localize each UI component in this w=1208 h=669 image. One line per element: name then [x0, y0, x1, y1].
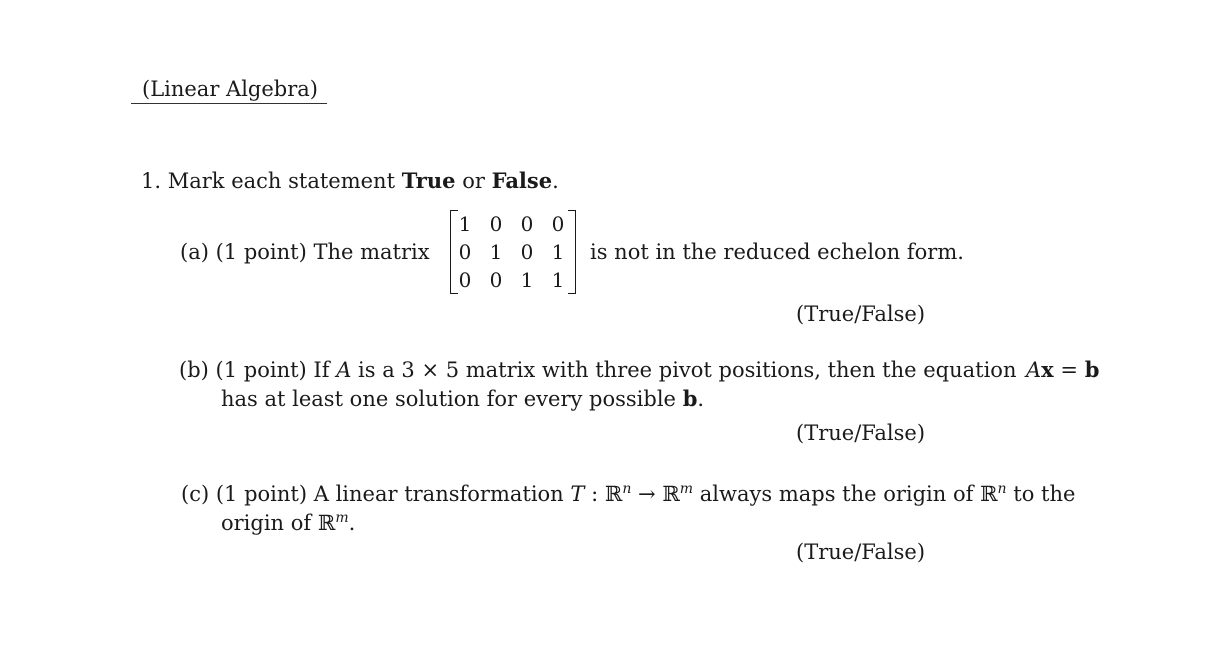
- part-c-line2-end: .: [348, 511, 356, 535]
- part-c-points: (1 point): [215, 482, 308, 506]
- part-b-line1-mid: is a 3 × 5 matrix with three pivot positions, then the equation: [358, 358, 1017, 382]
- matrix-cell: 1: [458, 212, 472, 236]
- eq-A: A: [1026, 358, 1042, 382]
- matrix-cell: 0: [489, 212, 503, 236]
- part-b-points: (1 point): [215, 358, 307, 382]
- part-c-Rn: ℝ: [604, 482, 623, 506]
- part-a-answer-prompt: (True/False): [796, 302, 926, 326]
- eq-x: x: [1041, 357, 1054, 382]
- part-b-equation: [1026, 357, 1099, 383]
- intro-false: False: [491, 168, 553, 193]
- matrix-cell: 1: [520, 268, 534, 292]
- part-c-line1-end: to the: [1013, 482, 1076, 506]
- part-b-if: If: [313, 358, 330, 382]
- matrix-cell: 1: [551, 240, 565, 264]
- part-b-answer-prompt: (True/False): [796, 421, 926, 445]
- part-c-label: (c): [181, 482, 210, 506]
- part-c-line2-prefix: origin of: [221, 511, 312, 535]
- part-a-matrix: [450, 210, 576, 294]
- part-b-line-2: [221, 386, 704, 412]
- part-a-points: (1 point): [215, 240, 307, 264]
- eq-equals: =: [1060, 358, 1078, 382]
- matrix-right-bracket: [568, 210, 576, 294]
- part-c-line1-prefix: A linear transformation: [313, 482, 564, 506]
- part-c-Rm: ℝ: [662, 482, 680, 506]
- part-b-var-A: A: [336, 358, 352, 382]
- part-c-n: n: [622, 481, 632, 497]
- part-b-line-1: [179, 357, 1016, 383]
- intro-text: Mark each statement: [167, 169, 396, 193]
- part-a-text-after: is not in the reduced echelon form.: [590, 240, 964, 264]
- part-a-text-before: The matrix: [313, 240, 430, 264]
- part-a-lead: [180, 239, 430, 265]
- matrix-cell: 0: [458, 268, 472, 292]
- matrix-cell: 0: [458, 240, 472, 264]
- intro-period: .: [552, 169, 559, 193]
- part-c-answer-prompt: (True/False): [796, 540, 926, 564]
- section-title-underline: [131, 103, 327, 104]
- eq-b: b: [1084, 357, 1100, 382]
- part-c-line-2: [221, 505, 355, 536]
- part-b-line2-b: b: [682, 386, 698, 411]
- part-c-line-1: [181, 476, 1075, 507]
- problem-1-intro: [141, 168, 559, 194]
- part-c-line1-mid: always maps the origin of: [699, 482, 974, 506]
- matrix-cell: 0: [551, 212, 565, 236]
- part-b-line2-text: has at least one solution for every possible: [221, 387, 676, 411]
- section-title: (Linear Algebra): [142, 77, 318, 101]
- part-b-label: (b): [179, 358, 209, 382]
- part-b-line2-end: .: [697, 387, 705, 411]
- matrix-cell: 0: [520, 240, 534, 264]
- part-c-n2: n: [997, 481, 1007, 497]
- problem-number: 1.: [141, 169, 162, 193]
- part-c-m: m: [679, 481, 694, 497]
- matrix-cell: 0: [489, 268, 503, 292]
- matrix-cell: 1: [489, 240, 503, 264]
- part-c-Rn2: ℝ: [980, 482, 998, 506]
- part-c-T: T: [570, 482, 585, 506]
- intro-true: True: [401, 168, 456, 193]
- part-a-label: (a): [180, 240, 209, 264]
- part-c-Rm2: ℝ: [317, 511, 336, 535]
- intro-or: or: [462, 169, 485, 193]
- matrix-cell: 0: [520, 212, 534, 236]
- part-c-arrow: →: [638, 482, 656, 506]
- matrix-cell: 1: [551, 268, 565, 292]
- part-c-m2: m: [335, 510, 349, 526]
- part-c-colon: :: [591, 482, 599, 506]
